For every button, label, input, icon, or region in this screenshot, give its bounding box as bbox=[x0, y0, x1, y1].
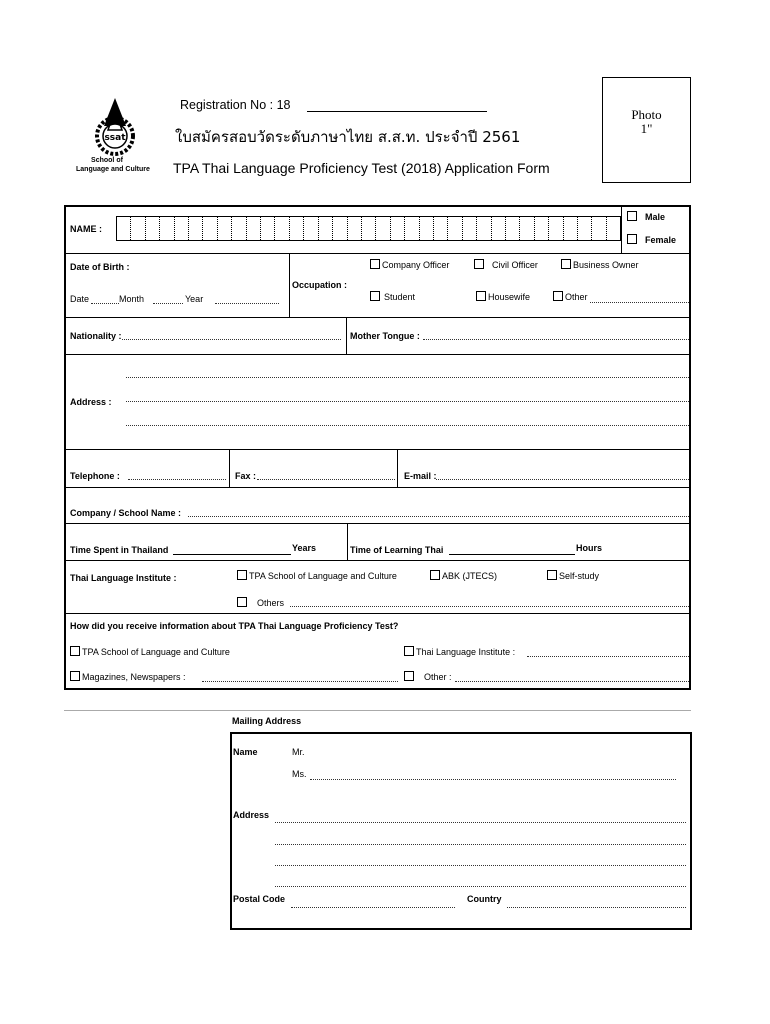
country-field[interactable] bbox=[507, 907, 686, 908]
mailing-address-label: Address bbox=[233, 810, 270, 820]
svg-text:ssat: ssat bbox=[104, 133, 126, 143]
thai-title: ใบสมัครสอบวัดระดับภาษาไทย ส.ส.ท. ประจำปี 2561 bbox=[175, 128, 521, 146]
time-learning-unit: Hours bbox=[576, 543, 603, 553]
dob-month-field[interactable] bbox=[153, 303, 183, 304]
info-institute-field[interactable] bbox=[527, 656, 689, 657]
institute-abk[interactable]: ABK (JTECS) bbox=[430, 570, 497, 581]
mailing-address-line-2[interactable] bbox=[275, 844, 686, 845]
info-institute[interactable]: Thai Language Institute : bbox=[404, 646, 515, 657]
dob-year-label: Year bbox=[185, 294, 204, 304]
institute-others-field[interactable] bbox=[290, 606, 689, 607]
mailing-title: Mailing Address bbox=[232, 716, 302, 726]
info-source-question: How did you receive information about TPA Thai Language Proficiency Test? bbox=[70, 621, 399, 631]
photo-label: Photo bbox=[631, 107, 662, 122]
postal-code-label: Postal Code bbox=[233, 894, 286, 904]
occupation-business-owner[interactable]: Business Owner bbox=[561, 259, 639, 270]
checkbox[interactable] bbox=[404, 671, 414, 681]
photo-box bbox=[602, 77, 691, 183]
address-line-1[interactable] bbox=[126, 377, 689, 378]
checkbox[interactable] bbox=[237, 597, 247, 607]
checkbox[interactable] bbox=[553, 291, 563, 301]
checkbox[interactable] bbox=[237, 570, 247, 580]
occupation-student[interactable]: Student bbox=[370, 291, 415, 302]
institute-self-study[interactable]: Self-study bbox=[547, 570, 599, 581]
female-label: Female bbox=[645, 235, 677, 245]
info-magazines[interactable]: Magazines, Newspapers : bbox=[70, 671, 186, 682]
mailing-address-line-1[interactable] bbox=[275, 822, 686, 823]
checkbox[interactable] bbox=[370, 291, 380, 301]
mother-tongue-label: Mother Tongue : bbox=[350, 331, 420, 341]
nationality-label: Nationality : bbox=[70, 331, 122, 341]
mailing-address-box bbox=[230, 732, 692, 930]
checkbox[interactable] bbox=[430, 570, 440, 580]
application-form bbox=[64, 205, 691, 690]
logo-caption-1: School of bbox=[91, 157, 123, 164]
dob-month-label: Month bbox=[119, 294, 145, 304]
gender-female[interactable] bbox=[627, 234, 676, 245]
dob-date-field[interactable] bbox=[91, 303, 119, 304]
institute-label: Thai Language Institute : bbox=[70, 573, 177, 583]
checkbox[interactable] bbox=[474, 259, 484, 269]
postal-code-field[interactable] bbox=[291, 907, 455, 908]
checkbox[interactable] bbox=[561, 259, 571, 269]
email-label: E-mail : bbox=[404, 471, 437, 481]
info-other-field[interactable] bbox=[455, 681, 689, 682]
time-thailand-unit: Years bbox=[292, 543, 317, 553]
dob-year-field[interactable] bbox=[215, 303, 279, 304]
mailing-address-line-4[interactable] bbox=[275, 886, 686, 887]
logo-caption-2: Language and Culture bbox=[76, 166, 150, 173]
telephone-field[interactable] bbox=[128, 479, 226, 480]
checkbox[interactable] bbox=[404, 646, 414, 656]
checkbox[interactable] bbox=[547, 570, 557, 580]
male-checkbox[interactable] bbox=[627, 211, 637, 221]
nationality-field[interactable] bbox=[122, 339, 341, 340]
name-label: NAME : bbox=[70, 224, 102, 234]
time-thailand-field[interactable] bbox=[173, 554, 291, 555]
time-thailand-label: Time Spent in Thailand bbox=[70, 545, 169, 555]
photo-size: 1" bbox=[640, 121, 653, 136]
divider bbox=[64, 710, 691, 711]
address-line-3[interactable] bbox=[126, 425, 689, 426]
time-learning-label: Time of Learning Thai bbox=[350, 545, 444, 555]
fax-label: Fax : bbox=[235, 471, 257, 481]
registration-label: Registration No : 18 bbox=[180, 98, 291, 112]
info-magazines-field[interactable] bbox=[202, 681, 398, 682]
mailing-name-label: Name bbox=[233, 747, 258, 757]
occupation-housewife[interactable]: Housewife bbox=[476, 291, 530, 302]
company-label: Company / School Name : bbox=[70, 508, 182, 518]
occupation-label: Occupation : bbox=[292, 280, 348, 290]
mailing-name-field[interactable] bbox=[310, 779, 676, 780]
dob-label: Date of Birth : bbox=[70, 262, 130, 272]
email-field[interactable] bbox=[436, 479, 689, 480]
mailing-ms-label: Ms. bbox=[292, 769, 307, 779]
info-other[interactable]: Other : bbox=[404, 671, 452, 682]
dob-date-label: Date bbox=[70, 294, 90, 304]
checkbox[interactable] bbox=[370, 259, 380, 269]
time-learning-field[interactable] bbox=[449, 554, 575, 555]
address-line-2[interactable] bbox=[126, 401, 689, 402]
institute-others[interactable]: Others bbox=[237, 597, 284, 608]
company-field[interactable] bbox=[188, 516, 689, 517]
mailing-mr-label: Mr. bbox=[292, 747, 305, 757]
gender-male[interactable] bbox=[627, 211, 665, 222]
male-label: Male bbox=[645, 212, 666, 222]
occupation-civil-officer[interactable]: Civil Officer bbox=[474, 259, 538, 270]
female-checkbox[interactable] bbox=[627, 234, 637, 244]
checkbox[interactable] bbox=[70, 671, 80, 681]
mailing-address-line-3[interactable] bbox=[275, 865, 686, 866]
telephone-label: Telephone : bbox=[70, 471, 120, 481]
fax-field[interactable] bbox=[257, 479, 395, 480]
name-input-grid[interactable] bbox=[116, 216, 621, 241]
address-label: Address : bbox=[70, 397, 112, 407]
registration-field[interactable] bbox=[307, 111, 487, 112]
occupation-company-officer[interactable]: Company Officer bbox=[370, 259, 449, 270]
occupation-other-field[interactable] bbox=[590, 302, 689, 303]
institute-tpa[interactable]: TPA School of Language and Culture bbox=[237, 570, 397, 581]
checkbox[interactable] bbox=[476, 291, 486, 301]
checkbox[interactable] bbox=[70, 646, 80, 656]
english-title: TPA Thai Language Proficiency Test (2018) Application Form bbox=[173, 160, 550, 176]
occupation-other[interactable]: Other bbox=[553, 291, 588, 302]
school-logo bbox=[84, 96, 146, 158]
country-label: Country bbox=[467, 894, 502, 904]
mother-tongue-field[interactable] bbox=[423, 339, 689, 340]
info-tpa[interactable]: TPA School of Language and Culture bbox=[70, 646, 230, 657]
